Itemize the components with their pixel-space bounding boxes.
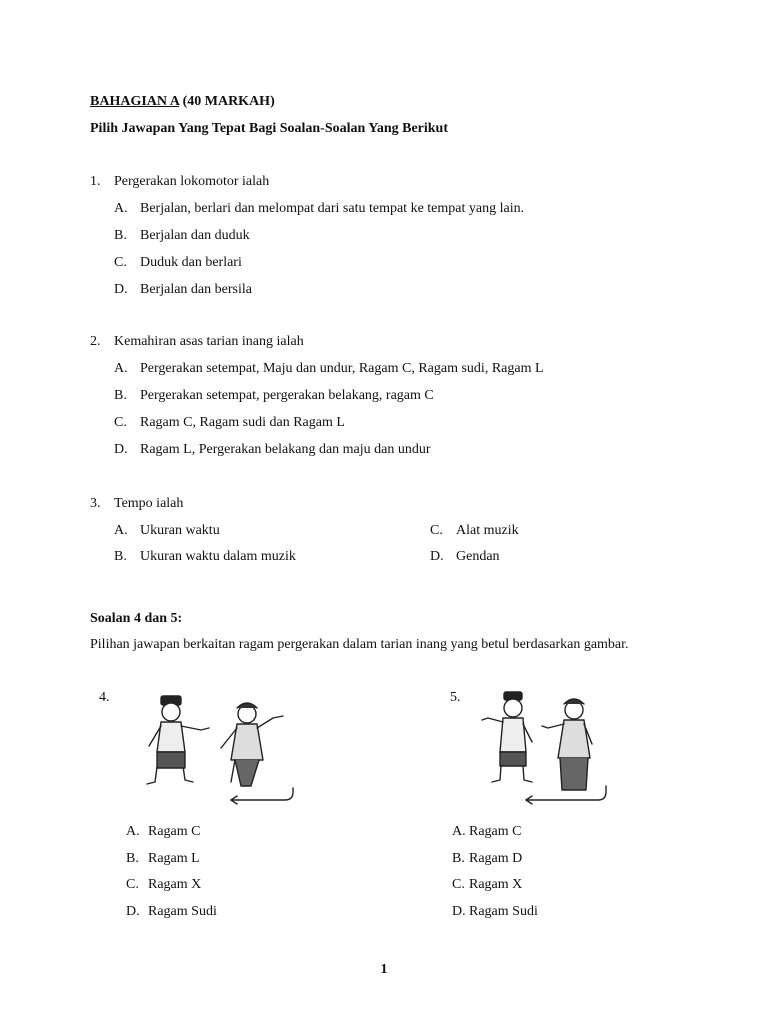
option-text: Ragam L, Pergerakan belakang dan maju dan undur	[140, 442, 431, 457]
question-text: Kemahiran asas tarian inang ialah	[114, 334, 304, 349]
option-text: Pergerakan setempat, pergerakan belakang, ragam C	[140, 388, 434, 403]
dancer-illustration	[470, 686, 640, 810]
option-text: Berjalan dan duduk	[140, 228, 250, 243]
option-text: Ragam Sudi	[148, 904, 217, 919]
option-letter: D.	[114, 442, 128, 457]
option-text: Berjalan, berlari dan melompat dari satu tempat ke tempat yang lain.	[140, 201, 525, 216]
option-text: Berjalan dan bersila	[140, 282, 252, 297]
option-letter: A.	[114, 523, 128, 538]
option-letter: D.	[114, 282, 128, 297]
option-letter: D.	[430, 549, 444, 564]
section-instruction: Pilih Jawapan Yang Tepat Bagi Soalan-Soalan Yang Berikut	[90, 121, 449, 136]
option-letter: C.	[430, 523, 443, 538]
option-text: Gendan	[456, 549, 500, 564]
option-letter: D.	[452, 904, 466, 919]
section-header	[90, 94, 275, 110]
page-number: 1	[380, 962, 388, 977]
question-4-number: 4.	[99, 690, 110, 705]
figure-dancers-q4	[135, 690, 305, 810]
option-text: Alat muzik	[456, 523, 519, 538]
option-letter: A.	[114, 201, 128, 216]
option-text: Ukuran waktu	[140, 523, 220, 538]
option-letter: B.	[114, 388, 127, 403]
option-letter: B.	[126, 851, 139, 866]
option-text: Duduk dan berlari	[140, 255, 242, 270]
option-letter: D.	[126, 904, 140, 919]
option-text: Ragam X	[469, 877, 523, 892]
section-marks: (40 MARKAH)	[182, 94, 275, 109]
dancer-illustration	[135, 690, 305, 810]
option-text: Ragam D	[469, 851, 523, 866]
option-letter: A.	[114, 361, 128, 376]
option-letter: B.	[114, 228, 127, 243]
section-title: BAHAGIAN A	[90, 94, 180, 109]
option-letter: A.	[452, 824, 466, 839]
option-letter: B.	[452, 851, 465, 866]
figure-dancers-q5	[470, 686, 640, 810]
group-instruction: Pilihan jawapan berkaitan ragam pergerakan dalam tarian inang yang betul berdasarkan gambar.	[90, 637, 629, 652]
group-heading: Soalan 4 dan 5:	[90, 611, 183, 626]
option-text: Ukuran waktu dalam muzik	[140, 549, 296, 564]
option-letter: C.	[452, 877, 465, 892]
option-letter: A.	[126, 824, 140, 839]
option-letter: C.	[114, 415, 127, 430]
option-text: Ragam X	[148, 877, 202, 892]
option-text: Ragam C, Ragam sudi dan Ragam L	[140, 415, 345, 430]
question-5-number: 5.	[450, 690, 461, 705]
option-letter: C.	[126, 877, 139, 892]
question-text: Tempo ialah	[114, 496, 184, 511]
option-text: Pergerakan setempat, Maju dan undur, Ragam C, Ragam sudi, Ragam L	[140, 361, 544, 376]
question-text: Pergerakan lokomotor ialah	[114, 174, 270, 189]
option-letter: B.	[114, 549, 127, 564]
option-text: Ragam L	[148, 851, 200, 866]
option-text: Ragam Sudi	[469, 904, 538, 919]
question-number: 2.	[90, 334, 101, 349]
option-text: Ragam C	[148, 824, 201, 839]
option-letter: C.	[114, 255, 127, 270]
question-number: 3.	[90, 496, 101, 511]
question-number: 1.	[90, 174, 101, 189]
option-text: Ragam C	[469, 824, 522, 839]
